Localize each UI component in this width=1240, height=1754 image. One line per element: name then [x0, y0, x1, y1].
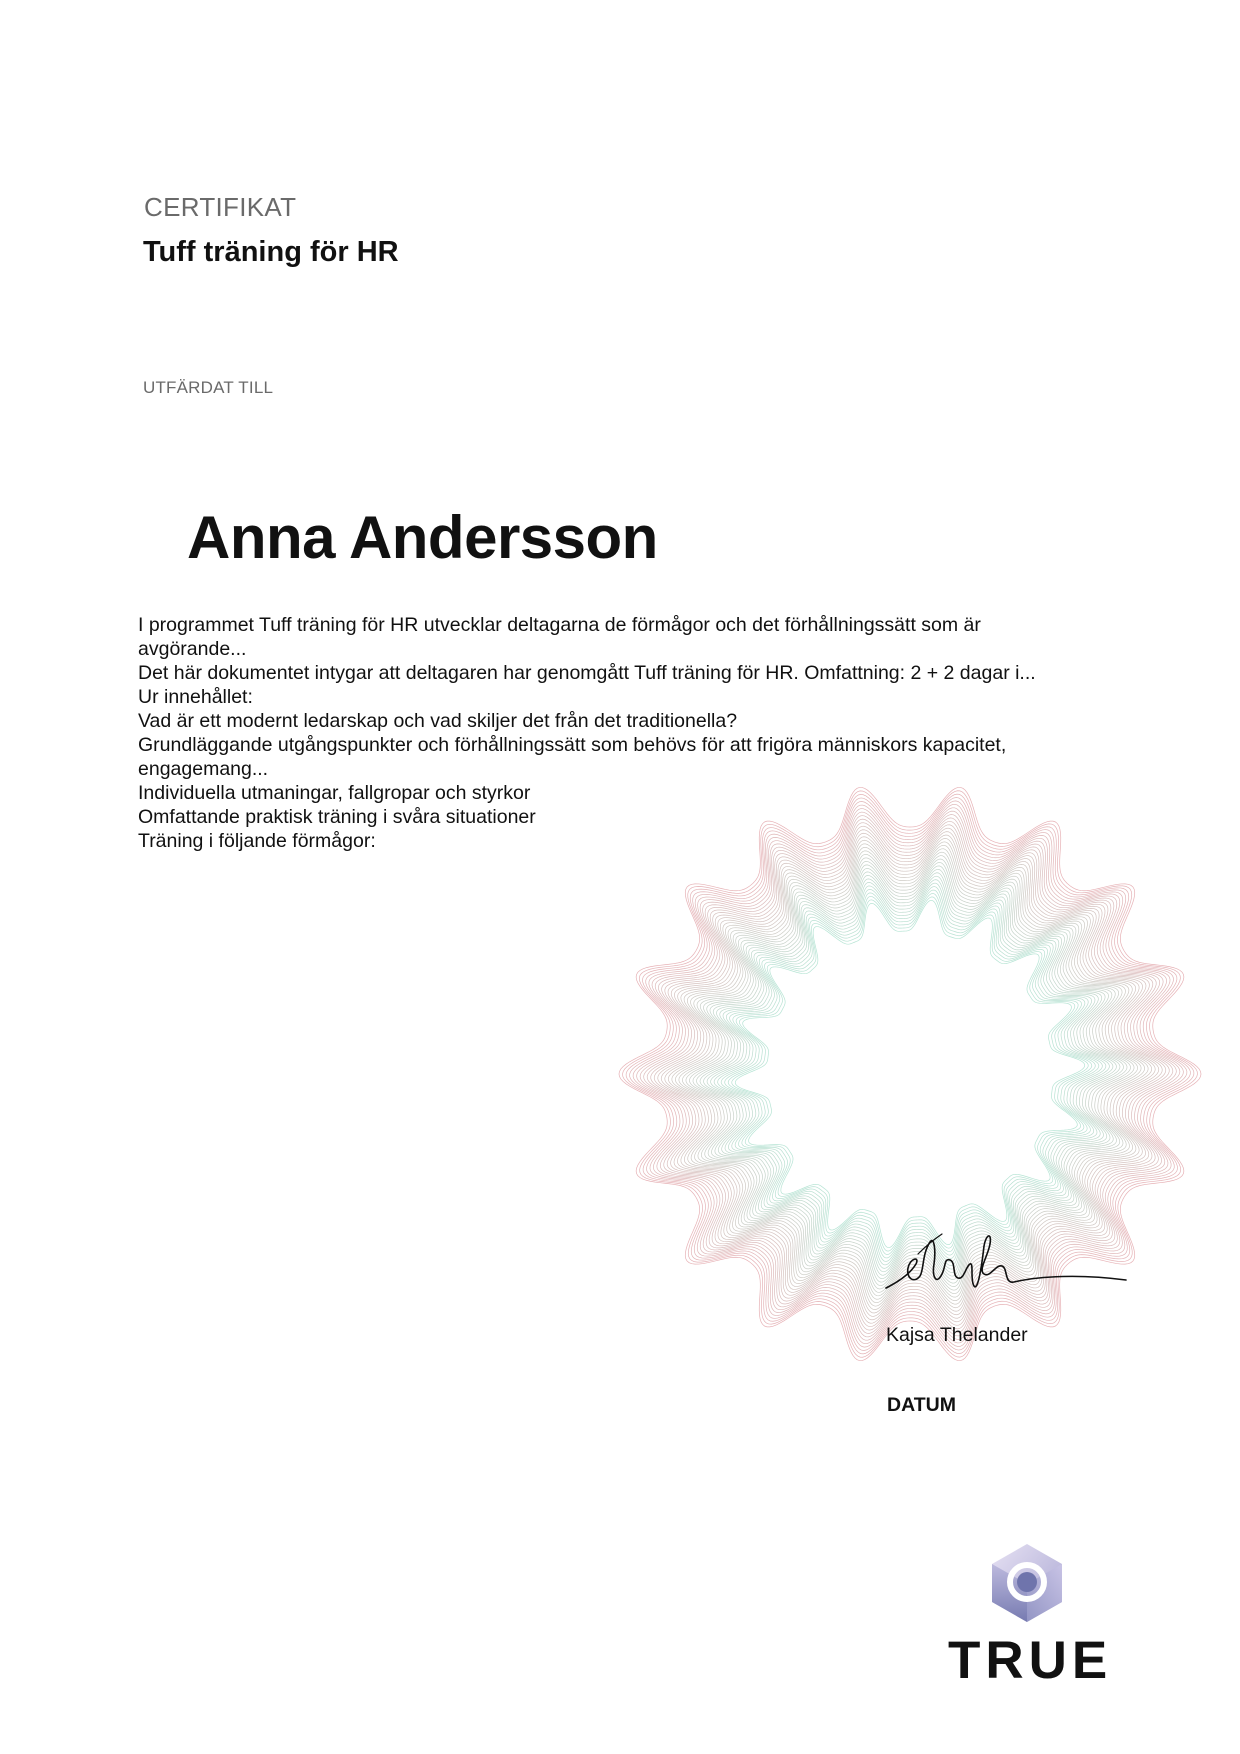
rosette-ring [700, 866, 1120, 1282]
description-line: Individuella utmaningar, fallgropar och styrkor [138, 782, 531, 804]
description-line: Grundläggande utgångspunkter och förhållningssätt som behövs för att frigöra människors kapacitet, [138, 734, 1007, 756]
rosette-ring [725, 890, 1096, 1258]
hexagon-cube-logo-icon [984, 1540, 1070, 1626]
rosette-ring [728, 893, 1092, 1254]
description-line: Vad är ett modernt ledarskap och vad skiljer det från det traditionella? [138, 710, 738, 732]
issued-to-label: UTFÄRDAT TILL [143, 378, 274, 397]
rosette-ring [707, 873, 1113, 1275]
date-label: DATUM [887, 1394, 956, 1416]
description-line: Ur innehållet: [138, 686, 253, 708]
logo-wordmark: TRUE [948, 1631, 1113, 1690]
description-line: I programmet Tuff träning för HR utvecklar deltagarna de förmågor och det förhållningssätt som är [138, 614, 981, 636]
handwritten-signature-icon [880, 1224, 1130, 1304]
rosette-ring [721, 887, 1099, 1262]
description-line: avgörande... [138, 638, 247, 660]
signer-name: Kajsa Thelander [886, 1324, 1028, 1346]
description-line: Omfattande praktisk träning i svåra situationer [138, 806, 536, 828]
rosette-ring [704, 869, 1117, 1278]
description-line: Träning i följande förmågor: [138, 830, 376, 852]
course-title: Tuff träning för HR [143, 236, 399, 268]
recipient-name: Anna Andersson [187, 504, 658, 571]
description-line: engagemang... [138, 758, 269, 780]
certificate-kicker: CERTIFIKAT [144, 192, 297, 222]
description-line: Det här dokumentet intygar att deltagaren har genomgått Tuff träning för HR. Omfattning: 2 + 2 dagar i... [138, 662, 1036, 684]
